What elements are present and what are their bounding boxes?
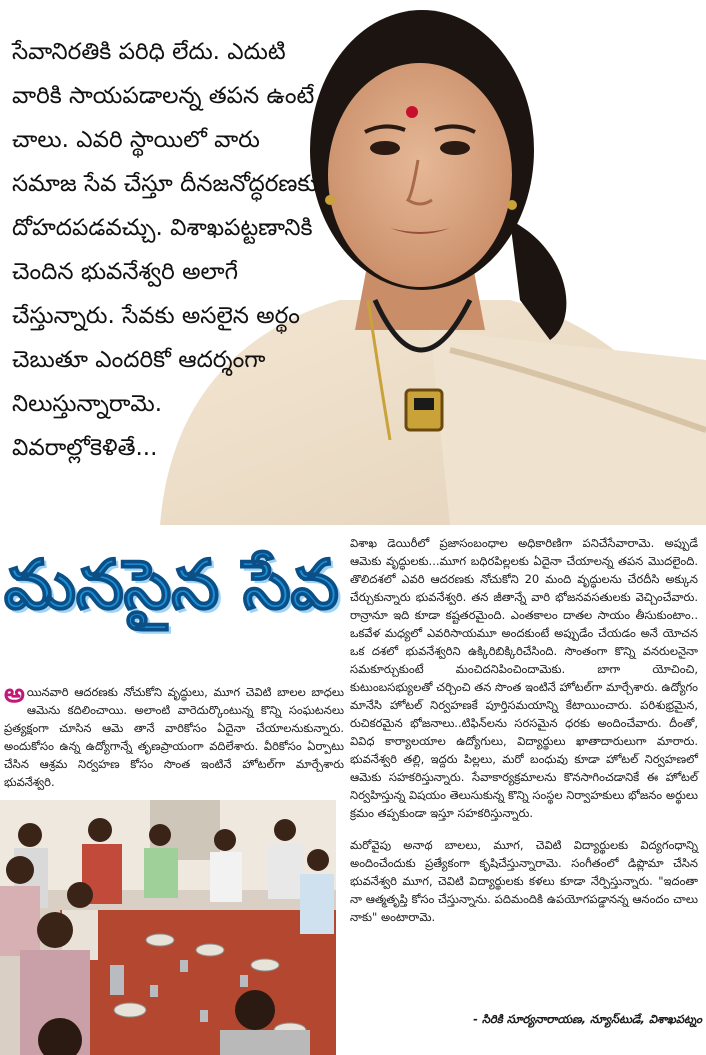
headline: మనసైన సేవ	[4, 546, 339, 625]
intro-line: చెందిన భువనేశ్వరి అలాగే	[12, 259, 239, 285]
intro-line: దోహదపడవచ్చు. విశాఖపట్టణానికి	[12, 215, 313, 241]
intro-line: నిలుస్తున్నారామె.	[12, 391, 163, 417]
intro-line: చేస్తున్నారు. సేవకు అసలైన అర్థం	[12, 303, 300, 329]
byline: - సిరికి సూర్యనారాయణ, న్యూస్‌టుడే, విశాఖపట్నం	[473, 1012, 702, 1026]
right-column-paragraph-1: విశాఖ డెయిరీలో ప్రజాసంబంధాల అధికారిణిగా పనిచేసేవారామె. అప్పుడే ఆమెకు వృద్ధులకు...మూగ బధిరపిల్లలకు ఏదైనా చేయాలన్న తపన మొదలైంది. తొలిదశలో ఎవరి ఆదరణకు నోచుకోని 20 మంది వృద్ధులను చేరదీసి అక్కున చేర్చుకున్నారు భువనేశ్వరి. తన జీతాన్నే వారి భోజనవసతులకు వెచ్చించేవారు. రాన్రానూ ఇది కూడా కష్టతరమైంది. ఎంతకాలం దాతల సాయం తీసుకుంటాం.. ఒకవేళ మధ్యలో ఎవరిసాయమూ అందకుంటే అప్పుడేం చేయడం అనే యోచన ఒక దశలో భువనేశ్వరిని ఉక్కిరిబిక్కిరిచేసింది. సొంతంగా కొన్ని వనరులనైనా సమకూర్చుకుంటే మంచిదనిపించిందామెకు. బాగా యోచించి, కుటుంబసభ్యులతో చర్చించి తన సొంత ఇంటినే హోటల్‌గా మార్చేశారు. ఉద్యోగం మానేసి హోటల్ నిర్వహణకే పూర్తిసమయాన్ని కేటాయించారు. పరిశుభ్రమైన, రుచికరమైన భోజనాలు..టిఫిన్‌లను సరసమైన ధరకు అందించేవారు. దీంతో, వివిధ కార్యాలయాల ఉద్యోగులు, విద్యార్థులు ఖాతాదారులుగా మారారు. భువనేశ్వరి తల్లి, ఇద్దరు పిల్లలు, మరో బంధువు కూడా హోటల్ నిర్వహణలో ఆమెకు సహకరిస్తున్నారు. సేవాకార్యక్రమాలను కొనసాగించడానికే ఈ హోటల్ నిర్వహిస్తున్న విషయం తెలుసుకున్న కొన్ని సంస్థల నిర్వాహకులు భోజనం అర్థులు క్రమం తప్పకుండా ఇస్తూ సహకరిస్తున్నారు.	[350, 536, 698, 820]
drop-cap: అ	[4, 679, 25, 709]
intro-line: వివరాల్లోకెళితే...	[12, 435, 158, 461]
right-column-paragraph-2: మరోవైపు అనాథ బాలలు, మూగ, చెవిటి విద్యార్థులకు విద్యగంధాన్ని అందించేందుకు ప్రత్యేకంగా కృషిచేస్తున్నారామె. సంగీతంలో డిప్లొమా చేసిన భువనేశ్వరి మూగ, చెవిటి విద్యార్థులకు కళలు కూడా నేర్పిస్తున్నారు. "ఇదంతా నా ఆత్మతృప్తి కోసం చేస్తున్నాను. పదిమందికి ఉపయోగపడ్డానన్న ఆనందం చాలు నాకు" అంటారామె.	[350, 838, 698, 924]
left-column-text	[4, 679, 344, 791]
right-column-text	[350, 534, 698, 926]
left-column-body: యినవారి ఆదరణకు నోచుకోని వృద్ధులు, మూగ చెవిటి బాలల బాధలు ఆమెను కదిలించాయి. అలాంటి వారెదుర్కొంటున్న కొన్ని సంఘటనలు ప్రత్యక్షంగా చూసిన ఆమె తానే వారికోసం ఏదైనా చేయాలనుకున్నారు. అందుకోసం ఉన్న ఉద్యోగాన్నే తృణప్రాయంగా వదిలేశారు. వీరికోసం ఏర్పాటు చేసిన ఆశ్రమ నిర్వహణ కోసం సొంత ఇంటినే హోటల్‌గా మార్చేశారు భువనేశ్వరి.	[4, 685, 344, 789]
intro-line: సమాజ సేవ చేస్తూ దీనజనోద్ధరణకు	[12, 171, 318, 197]
intro-line: వారికి సాయపడాలన్న తపన ఉంటే	[12, 83, 315, 109]
intro-line: సేవానిరతికి పరిధి లేదు. ఎదుటి	[12, 39, 286, 65]
intro-paragraph	[12, 30, 352, 470]
group-dining-photo	[0, 800, 336, 1055]
intro-line: చాలు. ఎవరి స్థాయిలో వారు	[12, 127, 260, 153]
intro-line: చెబుతూ ఎందరికో ఆదర్శంగా	[12, 347, 266, 373]
